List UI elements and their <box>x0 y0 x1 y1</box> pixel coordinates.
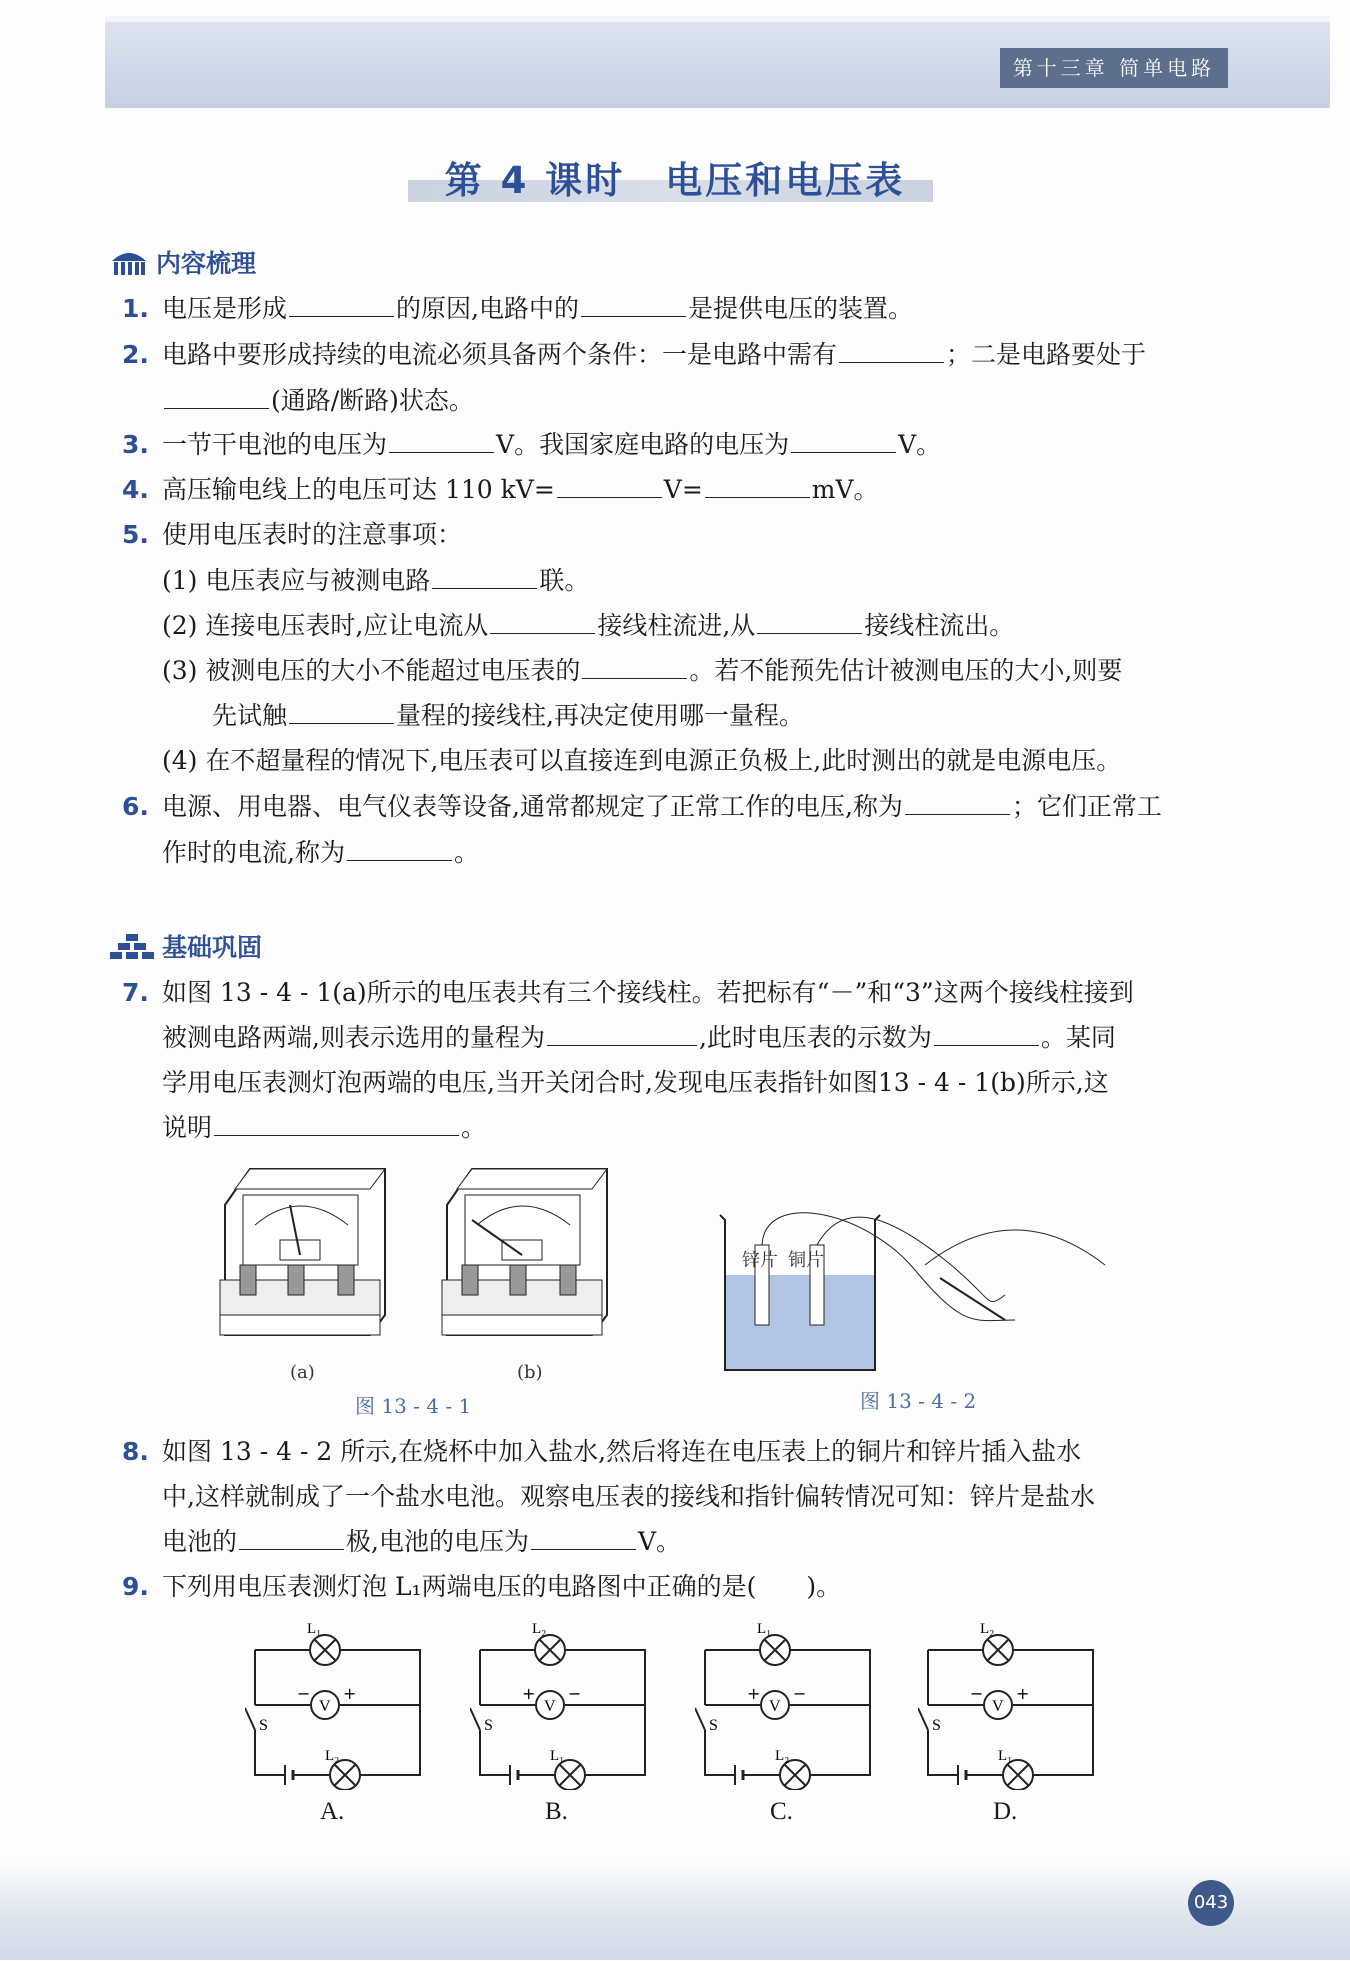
fig1-sub-b: (b) <box>517 1362 543 1383</box>
q7-line4 <box>162 1113 486 1143</box>
q8-text-l1: 如图 13 - 4 - 2 所示,在烧杯中加入盐水,然后将连在电压表上的铜片和锌片插入盐水 <box>162 1437 1082 1466</box>
q8-line3 <box>162 1527 681 1557</box>
q5 <box>122 520 462 550</box>
q5-number: 5. <box>122 520 149 549</box>
q9-text: 下列用电压表测灯泡 L₁两端电压的电路图中正确的是( )。 <box>162 1572 842 1601</box>
top-lamp-label: L₂ <box>980 1621 995 1637</box>
circuit-b[interactable] <box>470 1620 660 1790</box>
q7-line1 <box>122 978 1134 1008</box>
fig1-sub-a: (a) <box>290 1362 315 1383</box>
q1-text-b: 的原因,电路中的 <box>396 294 579 323</box>
q1-number: 1. <box>122 294 149 323</box>
q2-line1 <box>122 340 1146 370</box>
voltmeter-right-sign: + <box>1016 1684 1030 1703</box>
q5-s3-text-c: 先试触 <box>212 701 288 730</box>
voltmeter-right-sign: + <box>343 1684 357 1703</box>
chapter-tab: 第十三章 简单电路 <box>1000 48 1228 88</box>
q7-blank-3[interactable] <box>214 1113 459 1136</box>
bottom-lamp-label: L₁ <box>998 1748 1013 1764</box>
page-title-wrap <box>0 150 1350 204</box>
q4-text-c: mV。 <box>811 475 879 504</box>
circuit-d[interactable] <box>918 1620 1108 1790</box>
voltmeter-b <box>442 1169 607 1335</box>
q7-number: 7. <box>122 978 149 1007</box>
q6-line2 <box>162 838 479 868</box>
voltmeter-right-sign: − <box>568 1684 582 1703</box>
q8-text-l2: 中,这样就制成了一个盐水电池。观察电压表的接线和指针偏转情况可知：锌片是盐水 <box>162 1482 1095 1511</box>
switch-label: S <box>932 1717 941 1734</box>
q8-blank-2[interactable] <box>531 1527 636 1550</box>
voltmeter-left-sign: − <box>297 1684 311 1703</box>
figure-voltmeters <box>210 1165 660 1370</box>
fig1-caption: 图 13 - 4 - 1 <box>355 1394 472 1418</box>
q4-number: 4. <box>122 475 149 504</box>
q5-s2-text-b: 接线柱流进,从 <box>597 611 756 640</box>
q5-s3-blank-1[interactable] <box>582 656 687 679</box>
q1-blank-1[interactable] <box>289 294 394 317</box>
q5-sub4 <box>162 746 1121 776</box>
q3-text-b: V。我国家庭电路的电压为 <box>496 430 790 459</box>
q1 <box>122 294 913 324</box>
q5-s3-text-b: 。若不能预先估计被测电压的大小,则要 <box>689 656 1123 685</box>
q5-s2-blank-1[interactable] <box>490 611 595 634</box>
q6-blank-2[interactable] <box>347 838 452 861</box>
q3-blank-1[interactable] <box>389 430 494 453</box>
voltmeter-left-sign: + <box>522 1684 536 1703</box>
circuit-label[interactable]: D. <box>993 1798 1018 1825</box>
circuit-label[interactable]: C. <box>770 1798 793 1825</box>
circuit-label[interactable]: B. <box>545 1798 568 1825</box>
q3 <box>122 430 941 460</box>
q8-text-l3a: 电池的 <box>162 1527 238 1556</box>
q8-line2 <box>162 1482 1095 1512</box>
q5-s2-text-a: (2) 连接电压表时,应让电流从 <box>162 611 489 640</box>
q4-blank-1[interactable] <box>557 475 662 498</box>
page-number: 043 <box>1188 1880 1234 1926</box>
circuit-label[interactable]: A. <box>320 1798 345 1825</box>
q4-text-a: 高压输电线上的电压可达 110 kV= <box>162 475 555 504</box>
q6-text-c: 作时的电流,称为 <box>162 838 345 867</box>
q7-text-l3: 学用电压表测灯泡两端的电压,当开关闭合时,发现电压表指针如图13 - 4 - 1(b)所示,这 <box>162 1068 1109 1097</box>
q2-blank-2[interactable] <box>164 386 269 409</box>
q5-s1-blank[interactable] <box>432 566 537 589</box>
q5-s1-text-b: 联。 <box>539 566 590 595</box>
fig2-zinc-label: 锌片 <box>742 1250 778 1271</box>
switch <box>918 1708 928 1730</box>
voltmeter-left-sign: + <box>747 1684 761 1703</box>
q7-text-l1: 如图 13 - 4 - 1(a)所示的电压表共有三个接线柱。若把标有“－”和“3”这两个接线柱接到 <box>162 978 1134 1007</box>
voltmeter-v: V <box>319 1698 331 1715</box>
q7-text-l2a: 被测电路两端,则表示选用的量程为 <box>162 1023 545 1052</box>
q5-s2-text-c: 接线柱流出。 <box>864 611 1015 640</box>
bottom-lamp-label: L₂ <box>775 1748 790 1764</box>
q5-s4-text: (4) 在不超量程的情况下,电压表可以直接连到电源正负极上,此时测出的就是电源电压。 <box>162 746 1122 775</box>
fig2-caption: 图 13 - 4 - 2 <box>860 1389 977 1413</box>
q9-number: 9. <box>122 1572 149 1601</box>
q8-number: 8. <box>122 1437 149 1466</box>
q4-text-b: V= <box>663 475 703 504</box>
q6-text-d: 。 <box>453 838 479 867</box>
q8-blank-1[interactable] <box>239 1527 344 1550</box>
q2-number: 2. <box>122 340 149 369</box>
switch-label: S <box>709 1717 718 1734</box>
q1-blank-2[interactable] <box>581 294 686 317</box>
q8-text-l3c: V。 <box>637 1527 682 1556</box>
voltmeter-a <box>220 1169 385 1335</box>
q7-text-l4b: 。 <box>461 1113 487 1142</box>
q6-number: 6. <box>122 792 149 821</box>
voltmeter-v: V <box>769 1698 781 1715</box>
q7-text-l2b: ,此时电压表的示数为 <box>698 1023 932 1052</box>
q5-sub3-cont <box>212 701 804 731</box>
bottom-lamp-label: L₂ <box>325 1748 340 1764</box>
q1-text-c: 是提供电压的装置。 <box>687 294 913 323</box>
bricks-icon <box>110 932 154 960</box>
circuit-c[interactable] <box>695 1620 885 1790</box>
columns-icon <box>110 247 148 277</box>
voltmeter-v: V <box>544 1698 556 1715</box>
fig2-copper-label: 铜片 <box>788 1250 824 1271</box>
switch <box>695 1708 705 1730</box>
q3-text-a: 一节干电池的电压为 <box>162 430 388 459</box>
top-lamp-label: L₁ <box>757 1621 772 1637</box>
q1-text-a: 电压是形成 <box>162 294 288 323</box>
top-lamp-label: L₂ <box>532 1621 547 1637</box>
switch-label: S <box>484 1717 493 1734</box>
q5-sub3 <box>162 656 1122 686</box>
q2-line2 <box>162 386 474 416</box>
q7-text-l4a: 说明 <box>162 1113 213 1142</box>
q5-s3-text-d: 量程的接线柱,再决定使用哪一量程。 <box>396 701 804 730</box>
q2-text-b: ；二是电路要处于 <box>946 340 1147 369</box>
figure-saltwater-battery <box>715 1200 1135 1380</box>
q6-line1 <box>122 792 1162 822</box>
q5-s3-blank-2[interactable] <box>289 701 394 724</box>
voltmeter-right-sign: − <box>793 1684 807 1703</box>
q5-s1-text-a: (1) 电压表应与被测电路 <box>162 566 431 595</box>
section-review-heading <box>110 244 256 280</box>
q7-text-l2c: 。某同 <box>1040 1023 1116 1052</box>
switch <box>470 1708 480 1730</box>
q3-text-c: V。 <box>898 430 942 459</box>
q5-s3-text-a: (3) 被测电压的大小不能超过电压表的 <box>162 656 581 685</box>
q7-line2 <box>162 1023 1116 1053</box>
q6-text-a: 电源、用电器、电气仪表等设备,通常都规定了正常工作的电压,称为 <box>162 792 903 821</box>
voltmeter-v: V <box>992 1698 1004 1715</box>
q7-blank-2[interactable] <box>934 1023 1039 1046</box>
section-basics-heading <box>110 928 262 964</box>
q4 <box>122 475 879 505</box>
q5-sub2 <box>162 611 1014 641</box>
switch-label: S <box>259 1717 268 1734</box>
q4-blank-2[interactable] <box>705 475 810 498</box>
q2-text-a: 电路中要形成持续的电流必须具备两个条件：一是电路中需有 <box>162 340 838 369</box>
voltmeter-left-sign: − <box>970 1684 984 1703</box>
q6-text-b: ；它们正常工 <box>1011 792 1162 821</box>
q6-blank-1[interactable] <box>905 792 1010 815</box>
q3-number: 3. <box>122 430 149 459</box>
q8-line1 <box>122 1437 1081 1467</box>
q8-text-l3b: 极,电池的电压为 <box>346 1527 529 1556</box>
section-basics-title: 基础巩固 <box>162 933 263 962</box>
page-title: 第 4 课时 电压和电压表 <box>444 159 906 202</box>
footer-band <box>0 1860 1350 1960</box>
q5-s2-blank-2[interactable] <box>757 611 862 634</box>
switch <box>245 1708 255 1730</box>
circuit-a[interactable] <box>245 1620 435 1790</box>
q3-blank-2[interactable] <box>791 430 896 453</box>
q2-text-c: (通路/断路)状态。 <box>271 386 474 415</box>
q2-blank-1[interactable] <box>839 340 944 363</box>
q9 <box>122 1572 841 1602</box>
q7-line3 <box>162 1068 1109 1098</box>
q7-blank-1[interactable] <box>547 1023 697 1046</box>
top-lamp-label: L₁ <box>307 1621 322 1637</box>
q5-text: 使用电压表时的注意事项： <box>162 520 463 549</box>
section-review-title: 内容梳理 <box>156 249 257 278</box>
q5-sub1 <box>162 566 589 596</box>
bottom-lamp-label: L₁ <box>550 1748 565 1764</box>
